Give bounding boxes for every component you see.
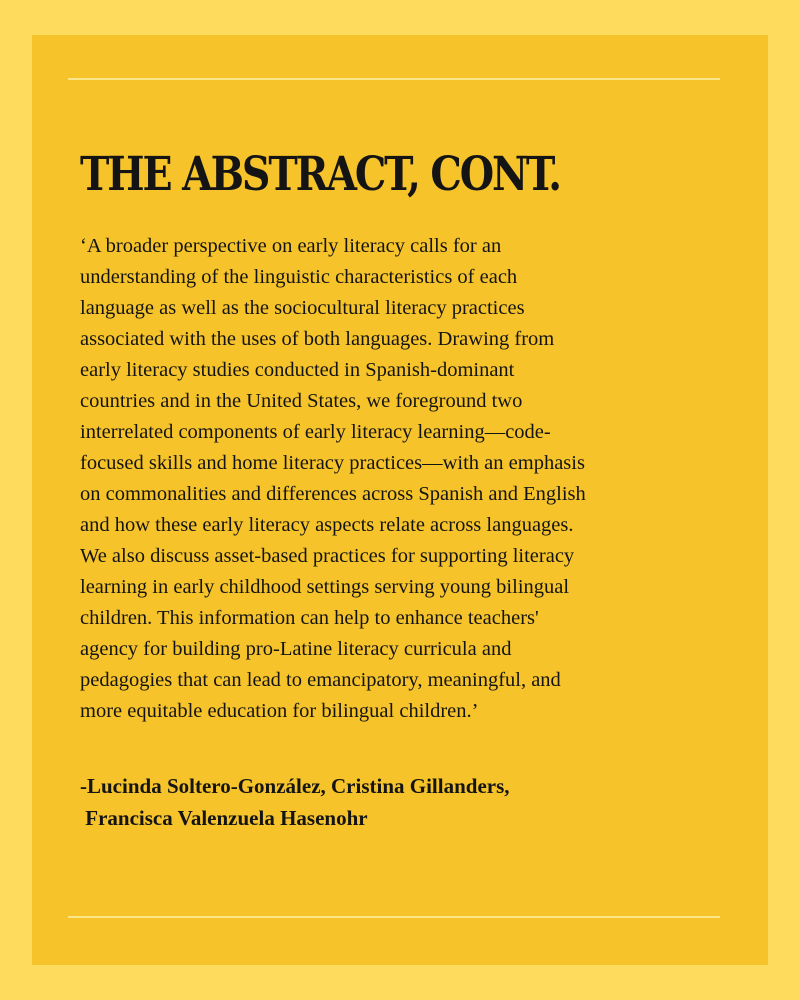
abstract-line: agency for building pro-Latine literacy curricula and	[80, 638, 512, 660]
attribution-line: -Lucinda Soltero-González, Cristina Gillanders,	[80, 774, 510, 798]
abstract-line: children. This information can help to enhance teachers'	[80, 607, 539, 629]
abstract-line: interrelated components of early literacy learning—code-	[80, 421, 551, 443]
abstract-line: understanding of the linguistic characteristics of each	[80, 266, 518, 288]
abstract-line: focused skills and home literacy practices—with an emphasis	[80, 452, 585, 474]
attribution-line: Francisca Valenzuela Hasenohr	[80, 806, 368, 830]
abstract-quote	[80, 231, 730, 727]
abstract-line: pedagogies that can lead to emancipatory, meaningful, and	[80, 669, 561, 691]
abstract-line: more equitable education for bilingual children.’	[80, 700, 479, 722]
abstract-line: associated with the uses of both languages. Drawing from	[80, 328, 555, 350]
content-panel	[32, 35, 768, 965]
abstract-line: ‘A broader perspective on early literacy calls for an	[80, 235, 502, 257]
abstract-line: on commonalities and differences across Spanish and English	[80, 483, 586, 505]
abstract-line: and how these early literacy aspects relate across languages.	[80, 514, 574, 536]
author-attribution	[80, 770, 510, 834]
abstract-line: language as well as the sociocultural literacy practices	[80, 297, 525, 319]
abstract-line: early literacy studies conducted in Spanish-dominant	[80, 359, 515, 381]
bottom-divider	[68, 916, 720, 918]
top-divider	[68, 78, 720, 80]
abstract-line: We also discuss asset-based practices for supporting literacy	[80, 545, 575, 567]
abstract-line: countries and in the United States, we foreground two	[80, 390, 523, 412]
page-title: THE ABSTRACT, CONT.	[80, 147, 560, 202]
abstract-line: learning in early childhood settings serving young bilingual	[80, 576, 570, 598]
